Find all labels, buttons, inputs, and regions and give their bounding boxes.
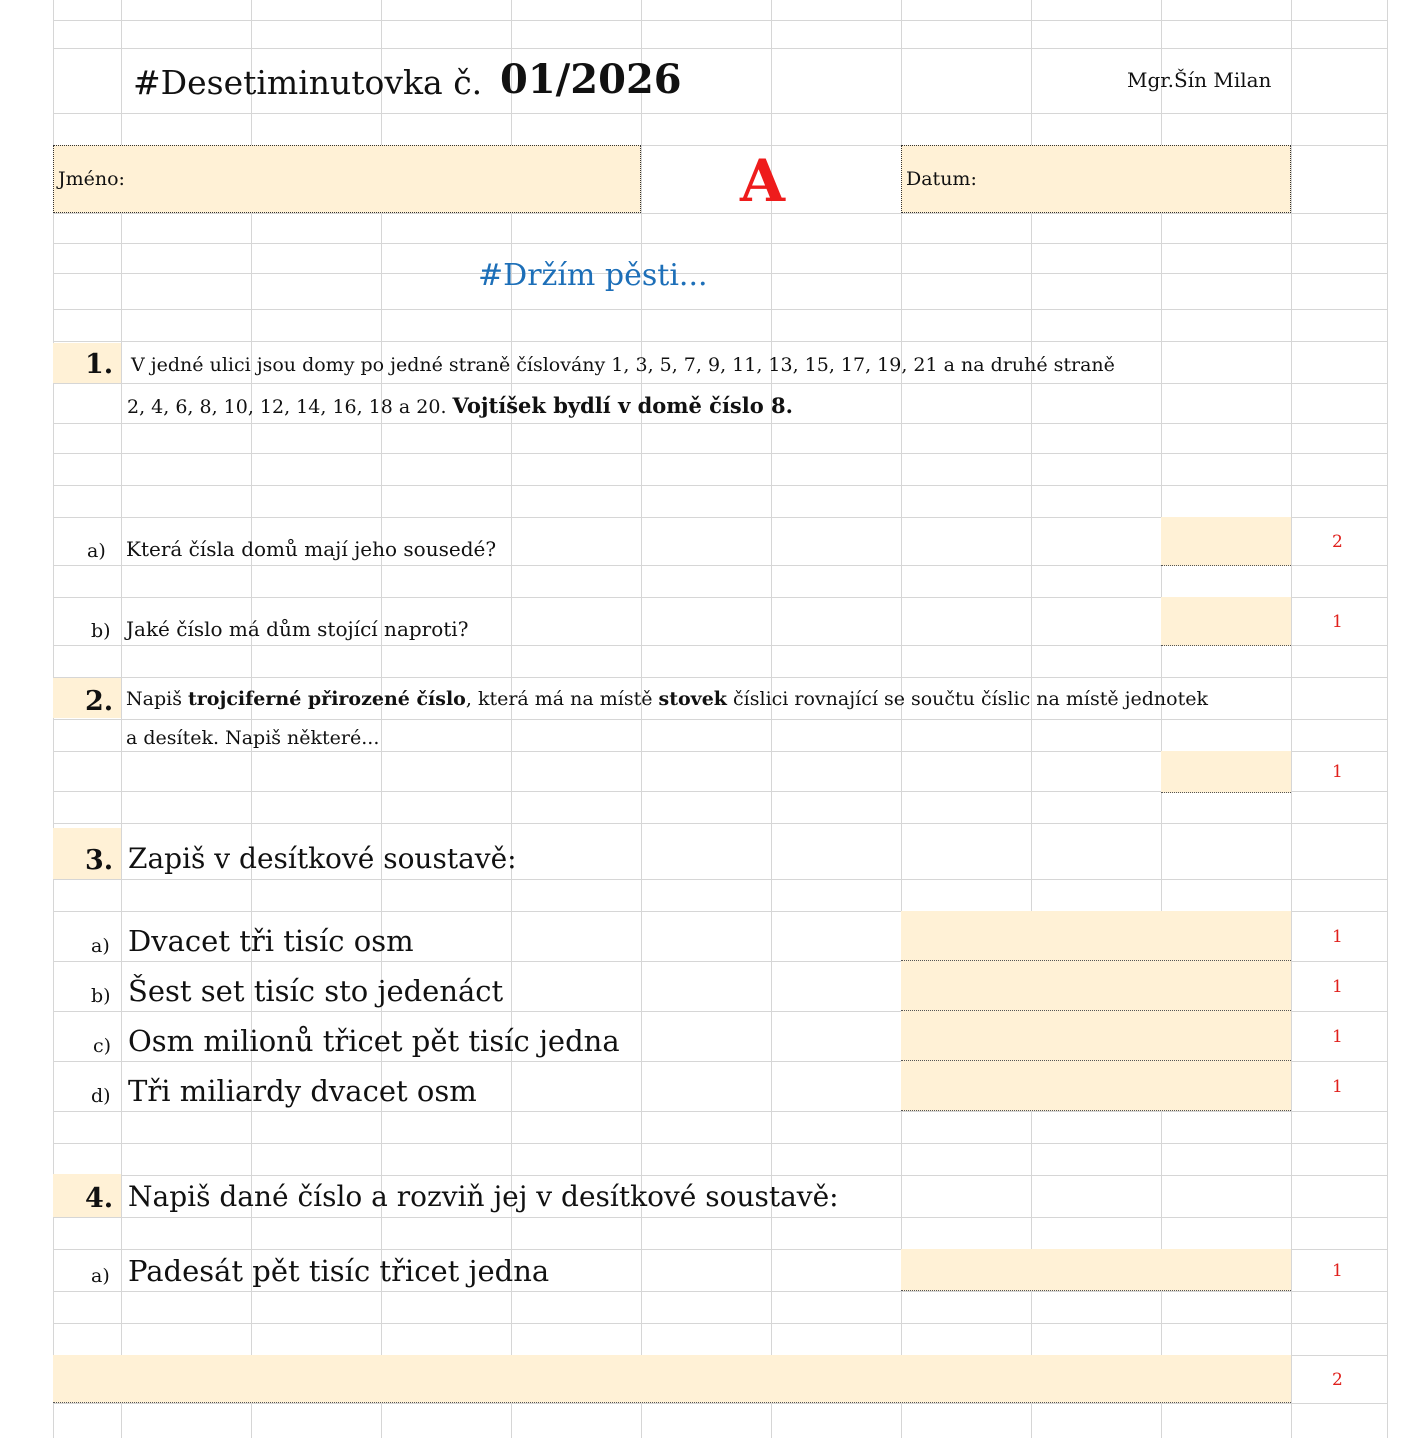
task4-title: Napiš dané číslo a rozviň jej v desítkové soustavě: [128,1180,839,1213]
task3c-text: Osm milionů třicet pět tisíc jedna [128,1024,620,1058]
task2-seg4: stovek [658,688,727,710]
task1b-label: b) [91,620,111,642]
author-name: Mgr.Šín Milan [1127,68,1272,92]
task3-title: Zapiš v desítkové soustavě: [128,842,517,875]
task3d-text: Tři miliardy dvacet osm [128,1074,477,1108]
task1-text-line1: V jedné ulici jsou domy po jedné straně číslovány 1, 3, 5, 7, 9, 11, 13, 15, 17, 19, 21 a na druhé straně [131,354,1115,376]
task4-number: 4. [85,1183,114,1214]
task4a-points: 1 [1332,1261,1343,1281]
task1-text-line2-start: 2, 4, 6, 8, 10, 12, 14, 16, 18 a 20. [127,396,453,418]
task2-answer-field[interactable] [1161,751,1291,793]
motto: #Držím pěsti... [478,258,708,293]
task2-seg2: trojciferné přirozené číslo [187,688,466,710]
task2-seg5: číslici rovnající se součtu číslic na místě jednotek [726,688,1208,710]
task1a-points: 2 [1332,532,1343,552]
task4a-text: Padesát pět tisíc třicet jedna [128,1254,550,1288]
task2-seg3: , která má na místě [465,688,659,710]
task1a-label: a) [87,540,106,562]
task1-text-line2-bold: Vojtíšek bydlí v domě číslo 8. [452,393,793,418]
task1-number: 1. [85,349,114,380]
task4-expansion-field[interactable] [53,1355,1291,1403]
task3d-points: 1 [1332,1077,1343,1097]
variant-letter: A [740,147,786,215]
task4-expansion-points: 2 [1332,1370,1343,1390]
task1a-text: Která čísla domů mají jeho sousedé? [126,537,497,561]
task3d-label: d) [91,1085,111,1107]
task3a-points: 1 [1332,927,1343,947]
task3d-answer-field[interactable] [901,1061,1291,1111]
task1b-text: Jaké číslo má dům stojící naproti? [126,617,469,641]
task3c-label: c) [93,1035,112,1057]
task4a-answer-field[interactable] [901,1249,1291,1291]
task3a-answer-field[interactable] [901,911,1291,961]
task2-text-line2: a desítek. Napiš některé... [126,727,380,749]
task3a-text: Dvacet tři tisíc osm [128,924,414,958]
task2-number: 2. [85,686,114,717]
task1a-answer-field[interactable] [1161,517,1291,566]
task3a-label: a) [91,935,110,957]
task3b-points: 1 [1332,977,1343,997]
task4a-label: a) [91,1265,110,1287]
task3c-points: 1 [1332,1027,1343,1047]
task2-points: 1 [1332,762,1343,782]
task2-seg1: Napiš [126,688,188,710]
name-field[interactable] [53,145,641,213]
task3c-answer-field[interactable] [901,1011,1291,1061]
title-number: 01/2026 [500,56,682,103]
task3b-text: Šest set tisíc sto jedenáct [128,974,504,1008]
task1-text-line2 [127,395,793,417]
task3b-answer-field[interactable] [901,961,1291,1011]
task1b-answer-field[interactable] [1161,597,1291,646]
task1b-points: 1 [1332,612,1343,632]
task3-number: 3. [85,845,114,876]
date-label: Datum: [906,168,977,190]
task2-text-line1 [126,690,1208,709]
title-prefix: #Desetiminutovka č. [133,63,483,102]
name-label: Jméno: [58,168,125,190]
task3b-label: b) [91,985,111,1007]
